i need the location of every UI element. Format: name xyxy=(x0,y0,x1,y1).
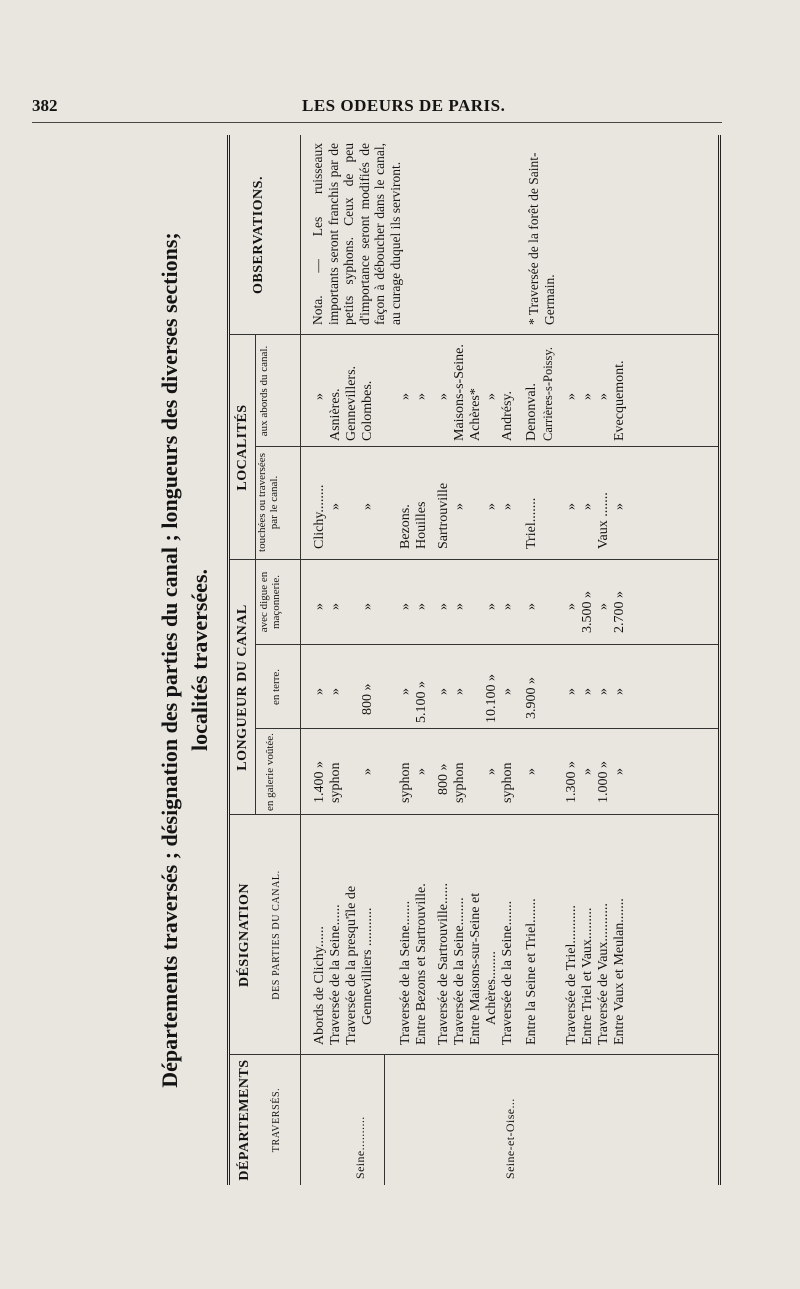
departement: Seine.......... xyxy=(353,1116,367,1179)
designation: Entre Maisons-sur-Seine et xyxy=(468,892,483,1045)
touchees: Bezons. xyxy=(398,504,413,549)
col-rule xyxy=(230,334,718,335)
col-abords: aux abords du canal. xyxy=(258,345,270,437)
col-rule xyxy=(256,446,718,447)
touchees: Vaux ....... xyxy=(596,492,611,549)
digue: » xyxy=(452,603,467,610)
designation: Traversée de Vaux........... xyxy=(596,903,611,1045)
designation: Traversée de la presqu'île de xyxy=(344,885,359,1045)
observations-footnote: * Traversée de la forêt de Saint-Germain. xyxy=(526,152,557,325)
terre: » xyxy=(436,688,451,695)
touchees: » xyxy=(612,503,627,510)
designation: Traversée de la Seine....... xyxy=(500,900,515,1045)
running-title: LES ODEURS DE PARIS. xyxy=(302,96,506,115)
digue: » xyxy=(328,603,343,610)
abords: Maisons-s-Seine. xyxy=(452,344,467,441)
galerie: syphon xyxy=(500,762,515,803)
col-rule xyxy=(230,1054,718,1055)
designation: Gennevilliers ........... xyxy=(360,907,375,1025)
terre: » xyxy=(452,688,467,695)
page-header xyxy=(32,96,722,122)
abords: Achères* xyxy=(468,388,483,441)
designation: Traversée de la Seine........ xyxy=(452,897,467,1045)
abords: Colombes. xyxy=(360,380,375,441)
designation: Entre la Seine et Triel....... xyxy=(524,898,539,1045)
terre: » xyxy=(596,688,611,695)
abords: » xyxy=(596,393,611,400)
subheader-rule xyxy=(255,335,256,560)
rotated-table-block xyxy=(155,135,715,1185)
designation: Entre Bezons et Sartrouville. xyxy=(414,883,429,1045)
col-digue: avec digue en maçonnerie. xyxy=(258,571,282,633)
table-caption xyxy=(155,135,215,1185)
touchees: Triel....... xyxy=(524,497,539,549)
departement: Seine-et-Oise... xyxy=(503,1098,517,1179)
terre: » xyxy=(580,688,595,695)
galerie: syphon xyxy=(398,762,413,803)
col-rule xyxy=(256,728,718,729)
col-terre: en terre. xyxy=(270,668,282,706)
digue: » xyxy=(436,603,451,610)
col-rule xyxy=(230,559,718,560)
abords: » xyxy=(414,393,429,400)
col-traverses: TRAVERSÉS. xyxy=(271,1087,282,1153)
abords: Evecquemont. xyxy=(612,360,627,441)
galerie: 1.000 » xyxy=(596,761,611,803)
caption-line-1: Départements traversés ; désignation des parties du canal ; longueurs des diverses sections; xyxy=(157,232,182,1088)
digue: » xyxy=(500,603,515,610)
galerie: » xyxy=(524,768,539,775)
terre: » xyxy=(328,688,343,695)
galerie: 800 » xyxy=(436,763,451,795)
page-number: 382 xyxy=(32,96,58,115)
digue: » xyxy=(484,603,499,610)
touchees: Sartrouville xyxy=(436,482,451,549)
touchees: Clichy........ xyxy=(312,484,327,549)
col-galerie: en galerie voûtée. xyxy=(264,733,276,811)
abords: » xyxy=(436,393,451,400)
abords: Carrières-s-Poissy. xyxy=(541,347,555,441)
col-longueur: LONGUEUR DU CANAL xyxy=(235,604,250,771)
galerie: 1.300 » xyxy=(564,761,579,803)
touchees: » xyxy=(328,503,343,510)
abords: Denonval. xyxy=(524,383,539,441)
terre: 10.100 » xyxy=(484,674,499,723)
abords: Gennevillers. xyxy=(344,365,359,441)
terre: 3.900 » xyxy=(524,677,539,719)
touchees: Houilles xyxy=(414,501,429,549)
designation: Entre Triel et Vaux......... xyxy=(580,907,595,1045)
canal-table xyxy=(227,135,721,1185)
terre: » xyxy=(612,688,627,695)
digue: » xyxy=(414,603,429,610)
galerie: » xyxy=(612,768,627,775)
terre: 5.100 » xyxy=(414,681,429,723)
digue: 2.700 » xyxy=(612,591,627,633)
touchees: » xyxy=(564,503,579,510)
dept-divider xyxy=(384,1055,385,1185)
header-bottom-rule xyxy=(300,135,301,1185)
designation: Abords de Clichy...... xyxy=(312,926,327,1045)
galerie: » xyxy=(484,768,499,775)
digue: » xyxy=(312,603,327,610)
col-rule xyxy=(256,644,718,645)
col-localites: LOCALITÉS xyxy=(235,404,250,491)
terre: » xyxy=(500,688,515,695)
abords: » xyxy=(580,393,595,400)
galerie: » xyxy=(360,768,375,775)
touchees: » xyxy=(580,503,595,510)
designation: Traversée de la Seine....... xyxy=(398,900,413,1045)
galerie: syphon xyxy=(452,762,467,803)
abords: » xyxy=(484,393,499,400)
digue: » xyxy=(360,603,375,610)
col-designation: DÉSIGNATION xyxy=(237,882,252,988)
galerie: » xyxy=(414,768,429,775)
terre: 800 » xyxy=(360,683,375,715)
digue: » xyxy=(596,603,611,610)
col-touchees: touchées ou traversées par le canal. xyxy=(256,453,280,552)
terre: » xyxy=(564,688,579,695)
designation: Traversée de la Seine...... xyxy=(328,904,343,1045)
col-des-parties: DES PARTIES DU CANAL. xyxy=(271,870,282,1000)
touchees: » xyxy=(360,503,375,510)
designation: Traversée de Triel........... xyxy=(564,905,579,1045)
touchees: » xyxy=(452,503,467,510)
col-departements: DÉPARTEMENTS xyxy=(237,1059,252,1181)
digue: » xyxy=(564,603,579,610)
caption-line-2: localités traversées. xyxy=(187,568,212,752)
abords: » xyxy=(398,393,413,400)
terre: » xyxy=(398,688,413,695)
header-rule xyxy=(32,122,722,123)
touchees: » xyxy=(500,503,515,510)
abords: » xyxy=(564,393,579,400)
abords: Andrésy. xyxy=(500,390,515,441)
abords: » xyxy=(312,393,327,400)
digue: » xyxy=(398,603,413,610)
touchees: » xyxy=(484,503,499,510)
designation: Traversée de Sartrouville...... xyxy=(436,883,451,1045)
galerie: » xyxy=(580,768,595,775)
col-rule xyxy=(230,814,718,815)
digue: » xyxy=(524,603,539,610)
observations-note: Nota. — Les ruisseaux importants seront franchis par de petits syphons. Ceux de peu d'importance seront modifiés de façon à déboucher dans le canal, au curage duquel ils serviront. xyxy=(310,143,403,325)
designation: Entre Vaux et Meulan....... xyxy=(612,898,627,1045)
galerie: syphon xyxy=(328,762,343,803)
subheader-rule xyxy=(255,560,256,815)
designation: Achères........ xyxy=(484,951,499,1025)
digue: 3.500 » xyxy=(580,591,595,633)
abords: Asnières. xyxy=(328,388,343,441)
galerie: 1.400 » xyxy=(312,761,327,803)
terre: » xyxy=(312,688,327,695)
col-observations: OBSERVATIONS. xyxy=(251,176,266,294)
